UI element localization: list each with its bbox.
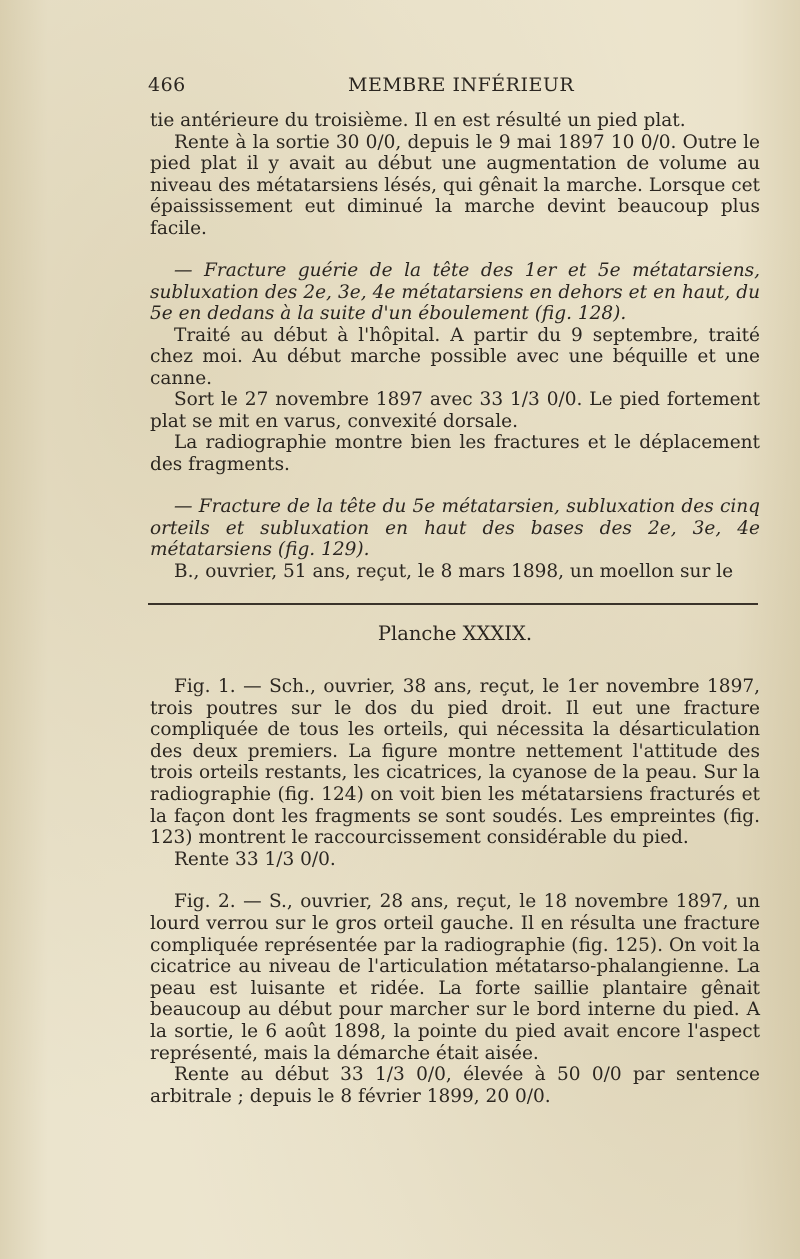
divider xyxy=(148,603,758,605)
paragraph: Traité au début à l'hôpital. A partir du 9 septembre, traité chez moi. Au début marche possible avec une béquille et une canne. xyxy=(150,324,760,389)
paragraph: tie antérieure du troisième. Il en est résulté un pied plat. xyxy=(150,110,686,131)
rente-line: Rente au début 33 1/3 0/0, élevée à 50 0/0 par sentence arbitrale ; depuis le 8 février 1899, 20 0/0. xyxy=(150,1064,760,1107)
paragraph: Rente à la sortie 30 0/0, depuis le 9 mai 1897 10 0/0. Outre le pied plat il y avait au début une augmentation de volume au niveau des métatarsiens lésés, qui gênait la marche. Lorsque cet épaississement eut diminué la marche devint beaucoup plus facile. xyxy=(150,131,760,239)
rente-line: Rente 33 1/3 0/0. xyxy=(174,848,336,870)
plate-captions xyxy=(150,676,760,1107)
paragraph: Sort le 27 novembre 1897 avec 33 1/3 0/0. Le pied fortement plat se mit en varus, convexité dorsale. xyxy=(150,389,760,432)
case-heading: — Fracture guérie de la tête des 1er et 5e métatarsiens, subluxation des 2e, 3e, 4e métatarsiens en dehors et en haut, du 5e en dedans à la suite d'un éboulement (fig. 128). xyxy=(150,260,760,324)
figure-caption: Fig. 2. — S., ouvrier, 28 ans, reçut, le 18 novembre 1897, un lourd verrou sur le gros orteil gauche. Il en résulta une fracture compliquée représentée par la radiographie (fig. 125). On voit la cicatrice au niveau de l'articulation métatarso-phalangienne. La peau est luisante et ridée. La forte saillie plantaire gênait beaucoup au début pour marcher sur le bord interne du pied. A la sortie, le 6 août 1898, la pointe du pied avait encore l'aspect représenté, mais la démarche était aisée. xyxy=(150,891,760,1064)
paragraph: La radiographie montre bien les fractures et le déplacement des fragments. xyxy=(150,432,760,475)
figure-caption: Fig. 1. — Sch., ouvrier, 38 ans, reçut, le 1er novembre 1897, trois poutres sur le dos du pied droit. Il eut une fracture compliquée de tous les orteils, qui nécessita la désarticulation des deux premiers. La figure montre nettement l'attitude des trois orteils restants, les cicatrices, la cyanose de la peau. Sur la radiographie (fig. 124) on voit bien les métatarsiens fracturés et la façon dont les fragments se sont soudés. Les empreintes (fig. 123) montrent le raccourcissement considérable du pied. xyxy=(150,676,760,849)
paragraph: B., ouvrier, 51 ans, reçut, le 8 mars 1898, un moellon sur le xyxy=(174,560,734,582)
running-title: MEMBRE INFÉRIEUR xyxy=(348,74,575,96)
main-text xyxy=(150,110,760,582)
case-heading: — Fracture de la tête du 5e métatarsien, subluxation des cinq orteils et subluxation en haut des bases des 2e, 3e, 4e métatarsiens (fig. 129). xyxy=(150,496,760,560)
running-header xyxy=(148,74,758,104)
page-number: 466 xyxy=(148,74,186,96)
plate-title: Planche XXXIX. xyxy=(377,622,533,645)
